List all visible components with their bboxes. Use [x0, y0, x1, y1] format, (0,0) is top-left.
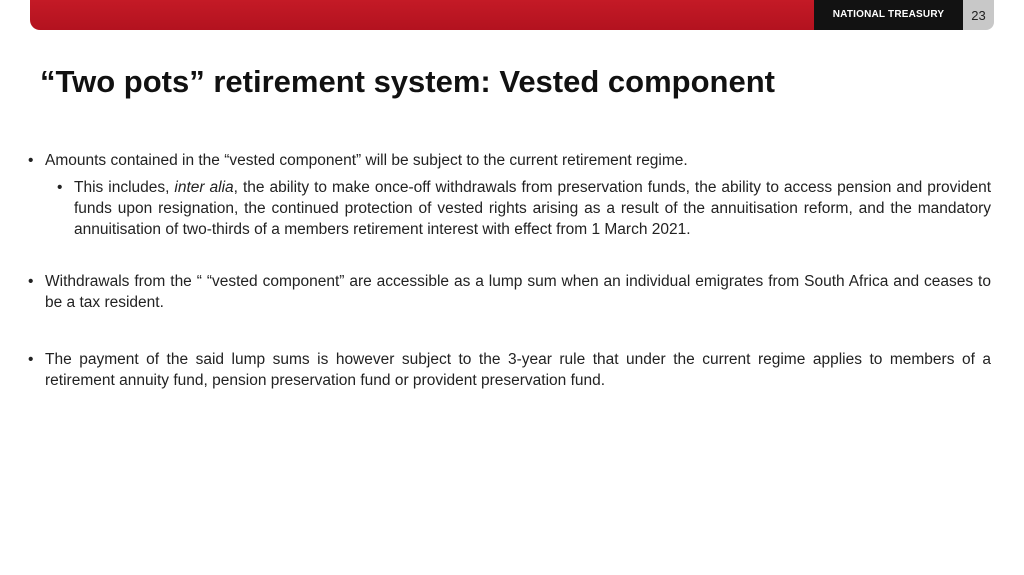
- sub-bullet-text: [74, 179, 991, 238]
- slide-body: [28, 150, 991, 391]
- bullet-text: Amounts contained in the “vested component” will be subject to the current retirement regime.: [45, 152, 688, 169]
- bullet-item: [28, 271, 991, 313]
- bullet-icon: •: [28, 351, 34, 368]
- bullet-icon: •: [28, 273, 34, 290]
- bullet-icon: •: [57, 179, 63, 196]
- sub-bullet-item: [28, 177, 991, 240]
- slide-title: “Two pots” retirement system: Vested component: [40, 64, 775, 99]
- bullet-text: The payment of the said lump sums is however subject to the 3-year rule that under the current regime applies to members of a retirement annuity fund, pension preservation fund or provident preservation fund.: [45, 351, 991, 389]
- brand-label: NATIONAL TREASURY: [814, 0, 963, 30]
- bullet-item: [28, 150, 991, 171]
- sub-bullet-italic-text: inter alia: [174, 179, 234, 196]
- bullet-item: [28, 349, 991, 391]
- sub-bullet-text-end: , the ability to make once-off withdrawals from preservation funds, the ability to access pension and provident funds upon resignation, the continued protection of vested rights arising as a result of the annuitisation reform, and the mandatory annuitisation of two-thirds of a members retirement interest with effect from 1 March 2021.: [74, 179, 991, 238]
- bullet-icon: •: [28, 152, 34, 169]
- header-accent-bar: [30, 0, 814, 30]
- bullet-text: Withdrawals from the “ “vested component” are accessible as a lump sum when an individual emigrates from South Africa and ceases to be a tax resident.: [45, 273, 991, 311]
- sub-bullet-text-start: This includes,: [74, 179, 175, 196]
- page-number: 23: [963, 0, 994, 30]
